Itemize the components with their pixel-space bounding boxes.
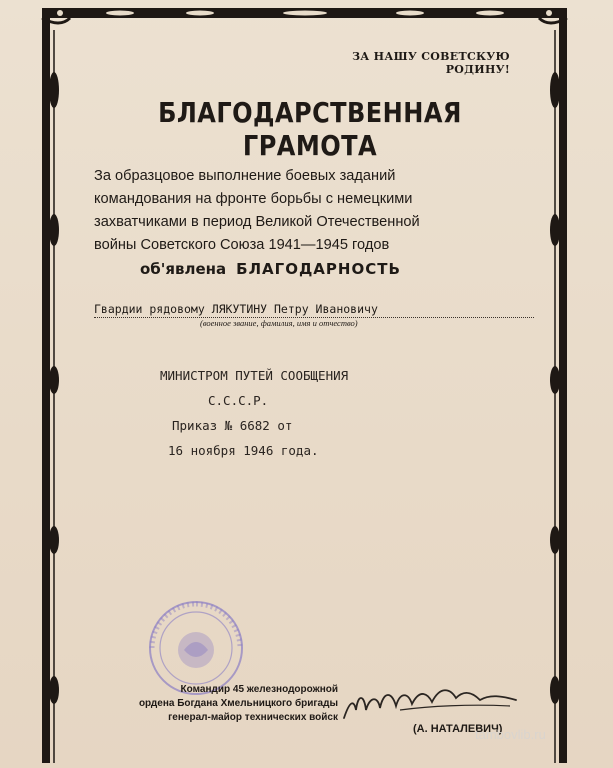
commander-line-2: ордена Богдана Хмельницкого бригады — [138, 698, 338, 709]
signatory-name: (А. НАТАЛЕВИЧ) — [413, 723, 503, 735]
handwritten-signature — [340, 680, 540, 725]
announcement-word: БЛАГОДАРНОСТЬ — [236, 260, 401, 278]
typed-ministry: МИНИСТРОМ ПУТЕЙ СООБЩЕНИЯ — [160, 368, 349, 383]
announcement-prefix: об'явлена — [140, 260, 227, 278]
commander-line-3: генерал-майор технических войск — [168, 712, 338, 723]
announcement — [140, 260, 520, 278]
motto-slogan: ЗА НАШУ СОВЕТСКУЮ РОДИНУ! — [352, 50, 510, 76]
body-line-1: За образцовое выполнение боевых заданий — [94, 168, 396, 184]
body-line-2: командования на фронте борьбы с немецкими — [94, 191, 413, 207]
body-line-4: войны Советского Союза 1941—1945 годов — [94, 237, 390, 253]
website-watermark: tambovlib.ru — [475, 727, 546, 742]
certificate-title: БЛАГОДАРСТВЕННАЯ ГРАМОТА — [158, 96, 462, 162]
commander-block — [98, 683, 338, 725]
recipient-caption: (военное звание, фамилия, имя и отчество) — [200, 318, 358, 328]
recipient-name: Гвардии рядовому ЛЯКУТИНУ Петру Ивановичу — [94, 302, 534, 318]
typed-ussr: С.С.С.Р. — [208, 393, 269, 408]
typed-order-number: Приказ № 6682 от — [172, 418, 293, 433]
commander-line-1: Командир 45 железнодорожной — [180, 684, 338, 695]
typed-order-date: 16 ноября 1946 года. — [168, 443, 319, 458]
body-line-3: захватчиками в период Великой Отечественной — [94, 214, 420, 230]
